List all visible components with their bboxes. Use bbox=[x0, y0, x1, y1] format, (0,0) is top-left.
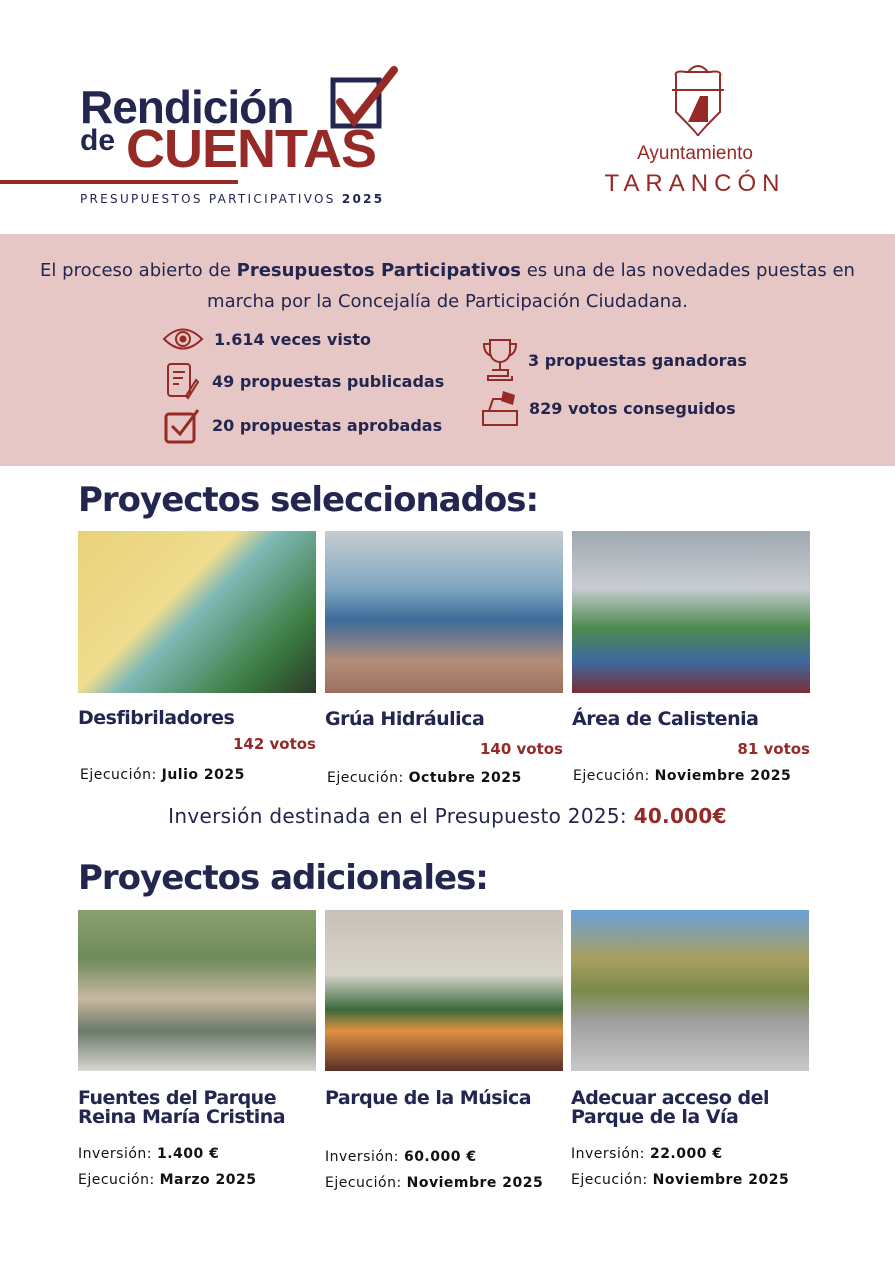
subtitle: PRESUPUESTOS PARTICIPATIVOS 2025 bbox=[80, 192, 385, 206]
investment-total: Inversión destinada en el Presupuesto 2025: 40.000€ bbox=[168, 804, 727, 828]
project-name: Desfibriladores bbox=[78, 707, 235, 729]
eye-icon bbox=[162, 326, 204, 352]
project-details: Inversión: 60.000 € Ejecución: Noviembre 2025 bbox=[325, 1149, 544, 1191]
photo-grua bbox=[325, 531, 563, 693]
stat-votes: 829 votos conseguidos bbox=[481, 389, 736, 427]
project-execution: Ejecución: Octubre 2025 bbox=[327, 770, 522, 786]
section-title-selected: Proyectos seleccionados: bbox=[78, 480, 539, 520]
document-pen-icon bbox=[166, 362, 202, 400]
stat-winners: 3 propuestas ganadoras bbox=[482, 338, 747, 382]
title-rendicion: Rendición bbox=[80, 81, 294, 133]
photo-calistenia bbox=[572, 531, 810, 693]
photo-fuentes bbox=[78, 910, 316, 1071]
project-details: Inversión: 22.000 € Ejecución: Noviembre 2025 bbox=[571, 1146, 790, 1188]
divider bbox=[0, 180, 238, 184]
project-name: Fuentes del Parque Reina María Cristina bbox=[78, 1087, 286, 1128]
checkbox-icon bbox=[164, 406, 202, 444]
trophy-icon bbox=[482, 338, 518, 382]
photo-desfibriladores bbox=[78, 531, 316, 693]
stat-approved: 20 propuestas aprobadas bbox=[164, 406, 442, 444]
intro-text: El proceso abierto de Presupuestos Participativos es una de las novedades puestas en marcha por la Concejalía de Participación Ciudadana. bbox=[40, 260, 855, 312]
stat-views: 1.614 veces visto bbox=[162, 326, 371, 352]
photo-parque-via bbox=[571, 910, 809, 1071]
project-votes: 140 votos bbox=[479, 740, 563, 758]
project-votes: 142 votos bbox=[232, 735, 316, 753]
project-details: Inversión: 1.400 € Ejecución: Marzo 2025 bbox=[78, 1146, 257, 1188]
project-name: Parque de la Música bbox=[325, 1087, 532, 1109]
photo-parque-musica bbox=[325, 910, 563, 1071]
project-name: Adecuar acceso del Parque de la Vía bbox=[571, 1087, 769, 1128]
project-execution: Ejecución: Noviembre 2025 bbox=[573, 768, 792, 784]
taracon-shield-icon bbox=[666, 62, 730, 138]
ballot-box-icon bbox=[481, 389, 519, 427]
project-name: Grúa Hidráulica bbox=[325, 708, 485, 730]
project-name: Área de Calistenia bbox=[572, 708, 759, 730]
stat-published: 49 propuestas publicadas bbox=[166, 362, 444, 400]
title-cuentas: CUENTAS bbox=[126, 119, 377, 179]
title-de: de bbox=[80, 124, 116, 157]
section-title-additional: Proyectos adicionales: bbox=[78, 858, 488, 898]
logo-ayuntamiento: Ayuntamiento bbox=[637, 143, 753, 164]
project-execution: Ejecución: Julio 2025 bbox=[80, 767, 245, 783]
logo-tarancon: TARANCÓN bbox=[604, 170, 786, 197]
project-votes: 81 votos bbox=[737, 740, 810, 758]
